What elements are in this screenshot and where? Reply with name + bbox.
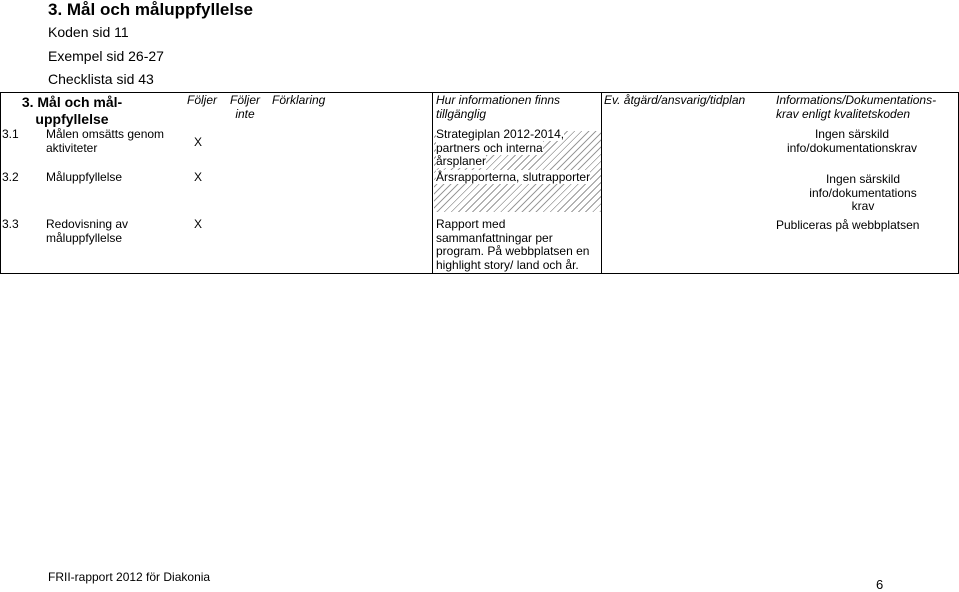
header-krav: Informations/Dokumentations- krav enligt kvalitetskoden xyxy=(776,93,937,121)
header-section: 3. Mål och mål- uppfyllelse xyxy=(21,94,123,127)
row-label: Redovisning av måluppfyllelse xyxy=(46,217,129,245)
cell-krav: Ingen särskild info/dokumentations krav xyxy=(809,172,917,213)
reference-line-3: Checklista sid 43 xyxy=(48,71,154,87)
row-label: Målen omsätts genom aktiviteter xyxy=(46,127,165,155)
cell-hur-info-text: Strategiplan 2012-2014, partners och interna årsplaner xyxy=(436,127,565,168)
header-hur-info: Hur informationen finns tillgänglig xyxy=(436,93,561,121)
column-divider xyxy=(601,92,602,273)
header-atgard: Ev. åtgärd/ansvarig/tidplan xyxy=(604,93,746,107)
reference-line-2: Exempel sid 26-27 xyxy=(48,48,164,64)
footer-text: FRII-rapport 2012 för Diakonia xyxy=(48,570,211,584)
cell-foljer: X xyxy=(194,217,203,231)
table-bottom-border xyxy=(0,273,959,274)
cell-foljer: X xyxy=(194,170,203,184)
cell-hur-info-text: Årsrapporterna, slutrapporter xyxy=(436,170,591,184)
cell-hur-info xyxy=(436,171,600,185)
compliance-table xyxy=(0,0,959,280)
row-number: 3.2 xyxy=(2,170,19,184)
cell-krav: Ingen särskild info/dokumentationskrav xyxy=(786,127,918,155)
reference-line-1: Koden sid 11 xyxy=(48,24,129,40)
header-foljer-inte: Följer inte xyxy=(229,93,260,121)
row-label: Måluppfyllelse xyxy=(46,170,123,184)
column-divider xyxy=(0,92,1,273)
header-forklaring: Förklaring xyxy=(272,93,326,107)
cell-hur-info: Rapport med sammanfattningar per program. På webbplatsen en highlight story/ land och år. xyxy=(436,217,590,272)
row-number: 3.3 xyxy=(2,217,19,231)
header-foljer: Följer xyxy=(187,93,218,107)
cell-krav: Publiceras på webbplatsen xyxy=(776,218,920,232)
page-number: 6 xyxy=(876,577,884,592)
column-divider xyxy=(432,92,433,273)
cell-foljer-inte: X xyxy=(194,135,203,149)
row-number: 3.1 xyxy=(2,127,19,141)
cell-hur-info xyxy=(436,128,600,169)
page-title: 3. Mål och måluppfyllelse xyxy=(48,0,254,19)
